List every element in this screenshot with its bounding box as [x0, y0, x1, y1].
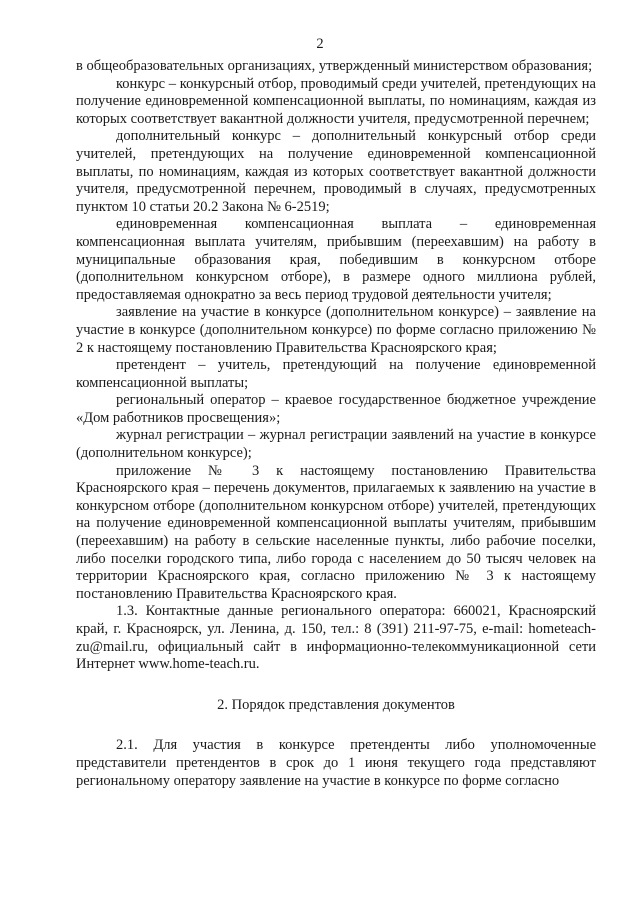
definition-konkurs: конкурс – конкурсный отбор, проводимый среди учителей, претендующих на получение единовременной компенсационной выплаты, по номинациям, каждая из которых соответствует вакантной должности учителя, предусмотренной перечнем; [76, 75, 596, 127]
definition-vyplata: единовременная компенсационная выплата – единовременная компенсационная выплата учителям, прибывшим (переехавшим) на работу в муниципальные образования края, победившим в конкурсном отборе (дополнительном конкурсном отборе), в размере одного миллиона рублей, предоставляемая однократно за весь период трудовой деятельности учителя; [76, 216, 596, 303]
contact-details: 1.3. Контактные данные регионального оператора: 660021, Красноярский край, г. Красноярск, ул. Ленина, д. 150, тел.: 8 (391) 211-97-75, e-mail: hometeach-zu@mail.ru, официальный сайт в информационно-телекоммуникационной сети Интернет www.home-teach.ru. [76, 603, 596, 673]
definition-dop-konkurs: дополнительный конкурс – дополнительный конкурсный отбор среди учителей, претендующих на получение единовременной компенсационной выплаты, по номинациям, каждая из которых соответствует вакантной должности учителя, предусмотренной перечнем, проводимый в случаях, предусмотренных пунктом 10 статьи 20.2 Закона № 6-2519; [76, 128, 596, 215]
definition-operator: региональный оператор – краевое государственное бюджетное учреждение «Дом работников просвещения»; [76, 392, 596, 426]
definition-prilozhenie: приложение № 3 к настоящему постановлению Правительства Красноярского края – перечень документов, прилагаемых к заявлению на участие в конкурсном отборе (дополнительном конкурсном отборе) учителей, претендующих на получение единовременной компенсационной выплаты учителям, прибывшим (переехавшим) на работу в сельские населенные пункты, либо рабочие поселки, либо поселки городского типа, либо города с населением до 50 тысяч человек на территории Красноярского края, согласно приложению № 3 к настоящему постановлению Правительства Красноярского края. [76, 462, 596, 602]
paragraph-continuation: в общеобразовательных организациях, утвержденный министерством образования; [76, 58, 593, 74]
document-body [76, 58, 596, 790]
definition-pretendent: претендент – учитель, претендующий на получение единовременной компенсационной выплаты; [76, 357, 596, 391]
page-number: 2 [316, 36, 324, 52]
definition-zayavlenie: заявление на участие в конкурсе (дополнительном конкурсе) – заявление на участие в конкурсе (дополнительном конкурсе) по форме согласно приложению № 2 к настоящему постановлению Правительства Красноярского края; [76, 304, 596, 356]
definition-zhurnal: журнал регистрации – журнал регистрации заявлений на участие в конкурсе (дополнительном конкурсе); [76, 427, 596, 462]
section-paragraph: 2.1. Для участия в конкурсе претенденты либо уполномоченные представители претендентов в срок до 1 июня текущего года представляют региональному оператору заявление на участие в конкурсе по форме согласно [76, 737, 596, 789]
section-heading: 2. Порядок представления документов [217, 696, 455, 713]
